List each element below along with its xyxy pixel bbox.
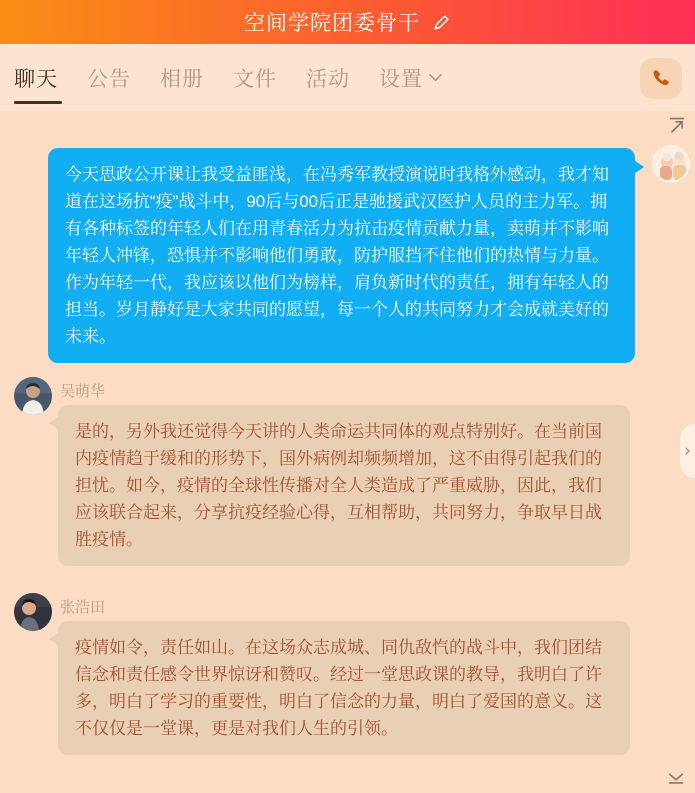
tab-album-label: 相册 — [160, 67, 204, 91]
active-tab-underline — [14, 101, 62, 104]
bubble-tail — [49, 416, 59, 430]
avatar-wumenghua[interactable] — [14, 377, 52, 415]
sender-name: 张浩田 — [60, 599, 106, 616]
tab-settings[interactable] — [379, 44, 442, 111]
tab-files[interactable] — [233, 44, 277, 111]
voice-call-button[interactable] — [640, 58, 682, 99]
side-panel-toggle[interactable] — [680, 424, 695, 478]
tab-announcements-label: 公告 — [87, 67, 131, 91]
header-bar — [0, 0, 695, 44]
arrow-to-top-icon[interactable] — [666, 114, 688, 136]
chevron-right-icon: › — [684, 440, 691, 461]
received-message-bubble — [58, 621, 630, 755]
sent-message-bubble — [48, 148, 635, 363]
chevron-down-icon — [429, 73, 442, 82]
received-message-text: 是的，另外我还觉得今天讲的人类命运共同体的观点特别好。在当前国内疫情趋于缓和的形势下，国外病例却频频增加，这不由得引起我们的担忧。如今，疫情的全球性传播对全人类造成了严重威胁，因此，我们应该联合起来，分享抗疫经验心得，互相帮助，共同努力，争取早日战胜疫情。 — [75, 422, 602, 549]
tab-album[interactable] — [160, 44, 204, 111]
arrow-to-bottom-icon[interactable] — [665, 766, 687, 788]
tab-files-label: 文件 — [233, 67, 277, 91]
bubble-tail — [49, 632, 59, 646]
tab-announcements[interactable] — [87, 44, 131, 111]
bubble-tail — [634, 160, 644, 174]
pencil-icon[interactable] — [432, 13, 451, 32]
tab-bar — [0, 44, 695, 111]
sender-name: 吴萌华 — [60, 383, 106, 400]
tab-activities-label: 活动 — [306, 67, 350, 91]
received-message-text: 疫情如令，责任如山。在这场众志成城、同仇敌忾的战斗中，我们团结信念和责任感令世界惊讶和赞叹。经过一堂思政课的教导，我明白了许多，明白了学习的重要性，明白了信念的力量，明白了爱国的意义。这不仅仅是一堂课，更是对我们人生的引领。 — [75, 638, 602, 738]
phone-icon — [650, 68, 672, 90]
tab-settings-label: 设置 — [379, 67, 423, 91]
chat-message-area — [0, 111, 695, 793]
received-message-bubble — [58, 405, 630, 566]
group-title: 空间学院团委骨干 — [244, 12, 420, 35]
avatar-self[interactable] — [652, 145, 690, 183]
tab-chat[interactable] — [14, 44, 58, 111]
sent-message-text: 今天思政公开课让我受益匪浅，在冯秀军教授演说时我格外感动，我才知道在这场抗“疫”战斗中，90后与00后正是驰援武汉医护人员的主力军。拥有各种标签的年轻人们在用青春活力为抗击疫情贡献力量，卖萌并不影响年轻人冲锋，恐惧并不影响他们勇敢，防护服挡不住他们的热情与力量。作为年轻一代，我应该以他们为榜样，肩负新时代的责任，拥有年轻人的担当。岁月静好是大家共同的愿望，每一个人的共同努力才会成就美好的未来。 — [65, 165, 609, 346]
tab-activities[interactable] — [306, 44, 350, 111]
avatar-zhanghaotian[interactable] — [14, 593, 52, 631]
tab-chat-label: 聊天 — [14, 67, 58, 91]
